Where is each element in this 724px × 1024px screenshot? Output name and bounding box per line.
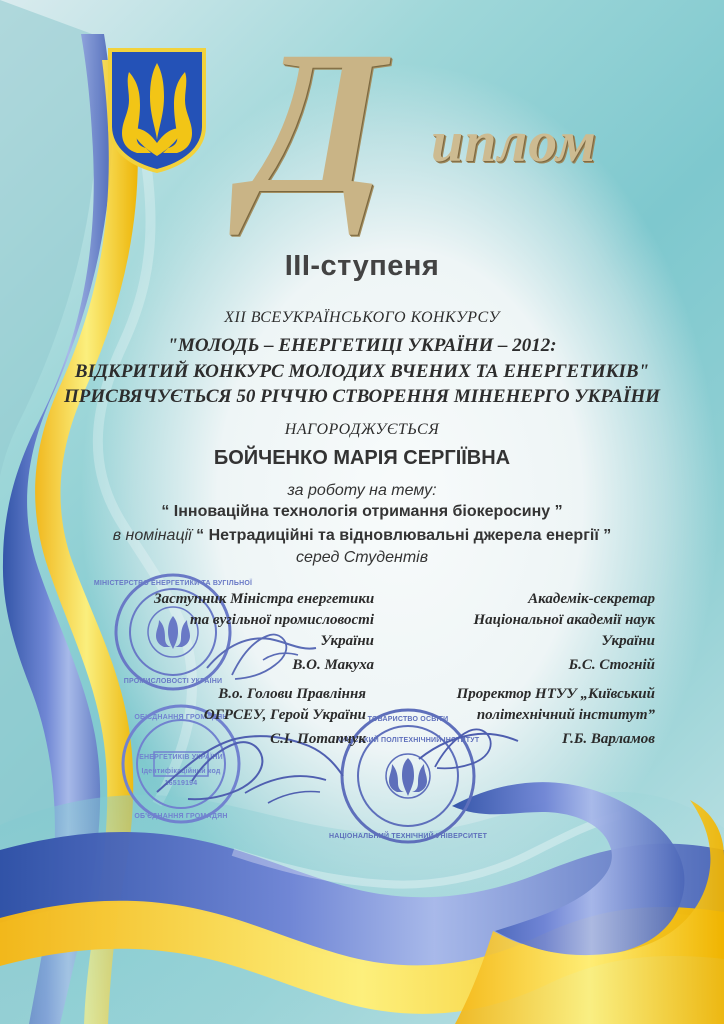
stamp-text: ТОВАРИСТВО ОСВІТИ bbox=[367, 716, 449, 723]
nomination-value: “ Нетрадиційні та відновлювальні джерела енергії ” bbox=[196, 527, 612, 544]
signatory-name: В.О. Макуха bbox=[292, 657, 374, 673]
signatory-name: С.І. Потапчук bbox=[270, 731, 366, 747]
signature-block-3 bbox=[158, 684, 366, 750]
stamp-text: ПРОМИСЛОВОСТІ УКРАЇНИ bbox=[123, 678, 223, 685]
theme-line-2: ВІДКРИТИЙ КОНКУРС МОЛОДИХ ВЧЕНИХ ТА ЕНЕРГЕТИКІВ" bbox=[74, 361, 650, 382]
signature-title-line: Заступник Міністра енергетики bbox=[154, 591, 375, 607]
nomination-line bbox=[0, 527, 724, 545]
stamp-text: 16519194 bbox=[164, 780, 198, 787]
among-label: серед Студентів bbox=[295, 549, 429, 566]
signature-block-2 bbox=[401, 589, 655, 676]
signature-title-line: Академік-секретар bbox=[528, 591, 655, 607]
signature-title-line: та вугільної промисловості bbox=[189, 612, 374, 628]
stamp-text: ОБ'ЄДНАННЯ ГРОМАДЯН bbox=[134, 714, 228, 721]
work-topic: “ Інноваційна технологія отримання біокеросину ” bbox=[161, 503, 563, 520]
signature-title-line: політехнічний інститут” bbox=[476, 707, 655, 723]
signature-block-4 bbox=[401, 684, 655, 750]
signature-block-1 bbox=[154, 589, 374, 676]
stamp-text: КИЇВСЬКИЙ ПОЛІТЕХНІЧНИЙ ІНСТИТУТ bbox=[336, 737, 480, 744]
stamp-text: Ідентифікаційний код bbox=[141, 768, 221, 775]
signature-title-line: Проректор НТУУ „Київський bbox=[456, 686, 655, 702]
signature-title-line: України bbox=[601, 633, 655, 649]
signatory-name: Г.Б. Варламов bbox=[562, 731, 655, 747]
tryzub-icon bbox=[102, 42, 212, 174]
degree-title: ІІІ-ступеня bbox=[284, 250, 440, 282]
recipient-name: БОЙЧЕНКО МАРІЯ СЕРГІЇВНА bbox=[213, 447, 511, 469]
title-rest: иплом bbox=[431, 109, 597, 174]
stamp-text: ЕНЕРГЕТИКІВ УКРАЇНИ bbox=[139, 754, 223, 761]
stamp-text: НАЦІОНАЛЬНИЙ ТЕХНІЧНИЙ УНІВЕРСИТЕТ bbox=[328, 833, 488, 840]
signature-title-line: ОГРСЕУ, Герой України bbox=[203, 707, 366, 723]
signature-title-line: України bbox=[320, 633, 374, 649]
contest-line: ХІІ ВСЕУКРАЇНСЬКОГО КОНКУРСУ bbox=[224, 309, 500, 326]
work-label: за роботу на тему: bbox=[287, 482, 437, 499]
theme-line-1: "МОЛОДЬ – ЕНЕРГЕТИЦІ УКРАЇНИ – 2012: bbox=[167, 335, 557, 356]
theme-line-3: ПРИСВЯЧУЄТЬСЯ 50 РІЧЧЮ СТВОРЕННЯ МІНЕНЕРГО УКРАЇНИ bbox=[63, 386, 661, 407]
stamp-text: ОБ'ЄДНАННЯ ГРОМАДЯН bbox=[134, 813, 228, 820]
signature-title-line: Національної академії наук bbox=[473, 612, 655, 628]
stamp-text: МІНІСТЕРСТВО ЕНЕРГЕТИКИ ТА ВУГІЛЬНОЇ bbox=[93, 580, 253, 587]
signatory-name: Б.С. Стогній bbox=[568, 657, 655, 673]
awarded-label: НАГОРОДЖУЄТЬСЯ bbox=[284, 421, 440, 438]
signature-title-line: В.о. Голови Правління bbox=[218, 686, 366, 702]
title-initial: Д bbox=[245, 9, 386, 236]
nomination-prefix: в номінації bbox=[112, 527, 192, 544]
